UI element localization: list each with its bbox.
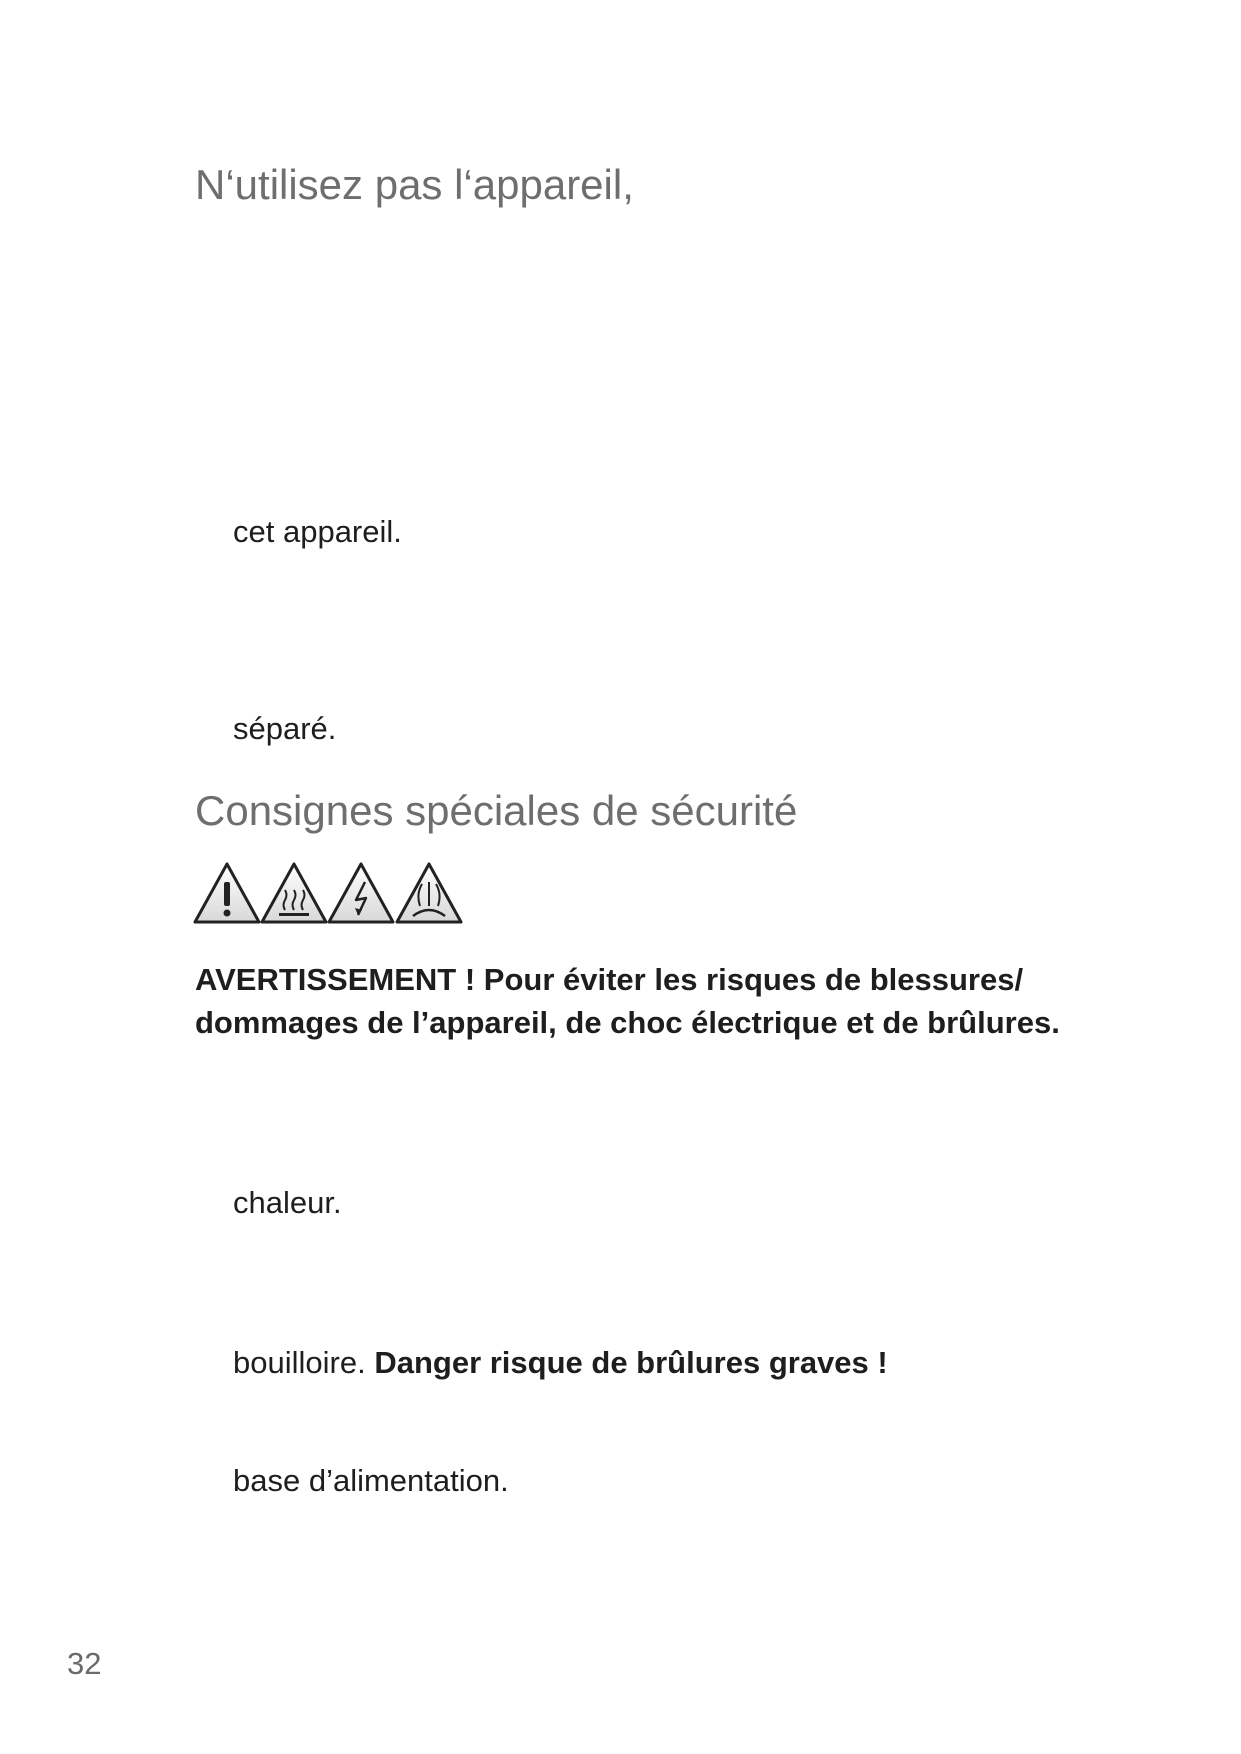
warning-line-2: dommages de l’appareil, de choc électrique et de brûlures. [195, 1005, 1060, 1040]
heading-usage: N‘utilisez pas l‘appareil, [195, 161, 634, 208]
general-warning-icon [195, 864, 259, 922]
text-kettle: bouilloire. [233, 1345, 366, 1380]
text-separate: séparé. [233, 711, 337, 746]
text-burn-danger: Danger risque de brûlures graves ! [374, 1345, 888, 1380]
text-heat: chaleur. [233, 1185, 342, 1220]
heading-safety: Consignes spéciales de sécurité [195, 787, 798, 834]
hot-surface-icon [262, 864, 326, 922]
warning-line-1: AVERTISSEMENT ! Pour éviter les risques de blessures/ [195, 962, 1024, 997]
safety-warning [195, 958, 1060, 1044]
electric-shock-icon [329, 864, 393, 922]
page-number: 32 [67, 1646, 102, 1681]
warning-symbols [193, 860, 469, 930]
text-base: base d’alimentation. [233, 1463, 509, 1498]
text-kettle-line [233, 1344, 888, 1381]
steam-icon [397, 864, 461, 922]
text-appliance: cet appareil. [233, 514, 402, 549]
